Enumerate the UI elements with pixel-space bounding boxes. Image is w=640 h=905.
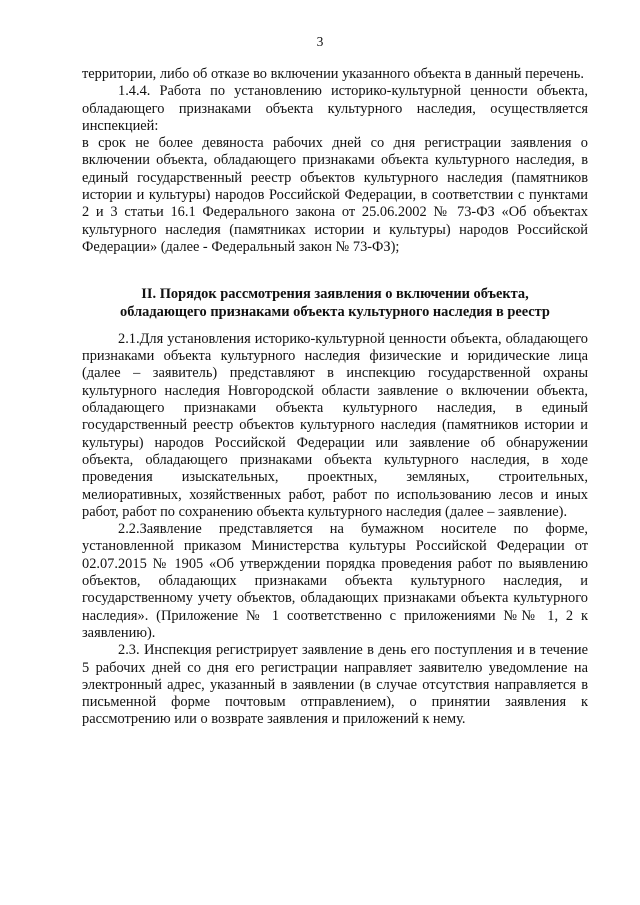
paragraph-2-3: 2.3. Инспекция регистрирует заявление в день его поступления и в течение 5 рабочих дней со дня его регистрации направляет заявителю уведомление на электронный адрес, указанный в заявлении (в случае отсутствия направляется в письменной форме почтовым отправлением), о принятии заявления к рассмотрению или о возврате заявления и приложений к нему. (82, 642, 588, 728)
section-title-line-1: II. Порядок рассмотрения заявления о включении объекта, (141, 286, 529, 303)
section-title-line-2: обладающего признаками объекта культурного наследия в реестр (120, 303, 550, 320)
paragraph-continuation: территории, либо об отказе во включении указанного объекта в данный перечень. (82, 66, 584, 82)
paragraph-deadline: в срок не более девяноста рабочих дней со дня регистрации заявления о включении объекта, обладающего признаками объекта культурного наследия, в единый государственный реестр объектов культурного наследия (памятников истории и культуры) народов Российской Федерации, в соответствии с пунктами 2 и 3 статьи 16.1 Федерального закона от 25.06.2002 № 73-ФЗ «Об объектах культурного наследия (памятниках истории и культуры) народов Российской Федерации» (далее - Федеральный закон № 73-ФЗ); (82, 135, 588, 255)
paragraph-2-1: 2.1.Для установления историко-культурной ценности объекта, обладающего признаками объекта культурного наследия физические и юридические лица (далее – заявитель) представляют в инспекцию государственной охраны культурного наследия Новгородской области заявление о включении объекта, обладающего признаками объекта культурного наследия, в единый государственный реестр объектов культурного наследия (памятников истории и культуры) народов Российской Федерации или заявление об обнаружении объекта, обладающего признаками объекта культурного наследия, в ходе проведения изыскательных, проектных, земляных, строительных, мелиоративных, хозяйственных работ, работ по использованию лесов и иных работ, работ по сохранению объекта культурного наследия (далее – заявление). (82, 330, 588, 520)
paragraph-1-4-4: 1.4.4. Работа по установлению историко-культурной ценности объекта, обладающего признаками объекта культурного наследия, осуществляется инспекцией: (82, 83, 588, 134)
page-number: 3 (316, 34, 324, 49)
document-body (82, 66, 588, 729)
paragraph-2-2: 2.2.Заявление представляется на бумажном носителе по форме, установленной приказом Министерства культуры Российской Федерации от 02.07.2015 № 1905 «Об утверждении порядка проведения работ по выявлению объектов, обладающих признаками объекта культурного наследия, и государственному учету объектов, обладающих признаками объекта культурного наследия». (Приложение № 1 соответственно с приложениями №№ 1, 2 к заявлению). (82, 521, 588, 641)
section-title (82, 286, 588, 321)
